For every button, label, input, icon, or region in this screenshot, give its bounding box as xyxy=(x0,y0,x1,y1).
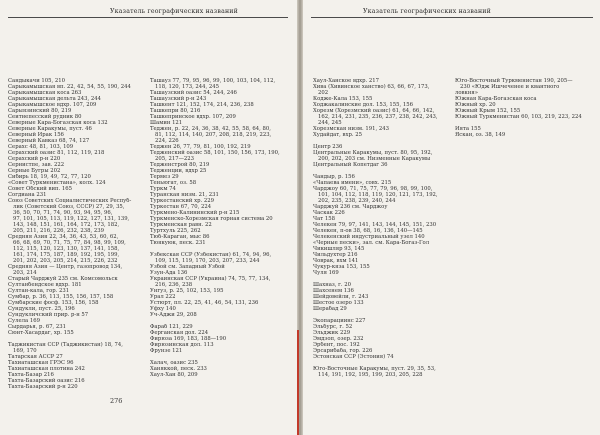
index-entry: лик (Советский Союз, СССР) 27, 29, 35, xyxy=(13,204,125,210)
right-page xyxy=(303,0,600,435)
index-entry: 81, 112, 114, 140, 207, 208, 218, 219, 223, xyxy=(155,132,272,138)
index-entry: 101, 104, 112, 118, 119, 120, 121, 173, 192, xyxy=(318,192,438,198)
index-entry: Узун-Ада 136 xyxy=(150,270,188,276)
index-entry: 244, 245 xyxy=(318,120,342,126)
index-entry: Тахиаташская ГРЭС 96 xyxy=(8,360,74,366)
index-column-4 xyxy=(455,78,595,138)
header-rule xyxy=(311,17,593,18)
index-entry: Тедженский оазис 58, 101, 150, 156, 173, 190, xyxy=(150,150,280,156)
index-entry: Сулела 169 xyxy=(8,318,40,324)
index-entry: Туркменско-Хорезмская горная система 20 xyxy=(150,216,273,222)
index-entry: Эстонская ССР (Эстония) 74 xyxy=(313,354,394,360)
index-entry: Шерабад 29 xyxy=(313,306,347,312)
index-entry: Сарыкамышское вдхр. 107, 209 xyxy=(8,102,97,108)
index-entry: Южный хр. 20 xyxy=(455,102,496,108)
index-entry: Халач, оазис 235 xyxy=(150,360,198,366)
index-entry: Совет Обский вип. 165 xyxy=(8,186,73,192)
index-entry: Ташаузский оазис 54, 244, 246 xyxy=(150,90,237,96)
index-entry: Уч-Аджи 29, 208 xyxy=(150,312,197,318)
index-entry: 202 xyxy=(318,90,329,96)
index-entry: Унгуз, р. 25, 102, 153, 195 xyxy=(150,288,224,294)
index-entry: Татарская АССР 27 xyxy=(8,354,63,360)
index-entry: Узбой см. Западный Узбой xyxy=(150,264,225,270)
index-entry: Султан-кала, гор. 231 xyxy=(8,288,70,294)
index-entry: 203, 214 xyxy=(13,270,37,276)
index-entry: 205, 217—223 xyxy=(155,156,194,162)
index-entry: Сумбарские фосф. 153, 156, 158 xyxy=(8,300,99,306)
index-entry: Сундукли, пуст. 25, 196 xyxy=(8,306,75,312)
index-entry: Фирюза 169, 183, 188—190 xyxy=(150,336,227,342)
index-entry: Сандыкачи 105, 210 xyxy=(8,78,65,84)
index-entry: Эрбент, пос. 192 xyxy=(313,342,360,348)
index-entry: Хорезм (Хорезмский оазис) 61, 64, 66, 142, xyxy=(313,108,435,114)
index-entry: Тахиаташская плотина 242 xyxy=(8,366,85,372)
index-entry: Украинская ССР (Украина) 74, 75, 77, 134, xyxy=(150,276,271,282)
index-entry: Ханяккой, песк. 233 xyxy=(150,366,207,372)
index-entry: Чильдухтер 216 xyxy=(313,252,358,258)
index-entry: Хива (Хивинское ханство) 63, 66, 67, 173, xyxy=(313,84,430,90)
index-entry: Шахназ, г. 20 xyxy=(313,282,352,288)
index-entry: Сарыкамышская коса 263 xyxy=(8,90,82,96)
index-entry: Султанбендское вдхр. 181 xyxy=(8,282,82,288)
index-entry: 162, 214, 231, 235, 236, 237, 238, 242, 243, xyxy=(318,114,438,120)
index-entry: Эльбурс, г. 52 xyxy=(313,324,353,330)
index-entry: Юго-Восточный Туркменистан 190, 205— xyxy=(455,78,573,84)
index-entry: Ферганская дол. 224 xyxy=(150,330,209,336)
index-entry: Юго-Восточные Каракумы, пуст. 29, 35, 53, xyxy=(313,366,436,372)
index-entry: Сюнт-Хасардаг, хр. 155 xyxy=(8,330,74,336)
index-entry: Тюякуюк, песк. 231 xyxy=(150,240,206,246)
index-entry: Фрунзе 121 xyxy=(150,348,183,354)
index-entry: Челекен 79, 97, 141, 143, 144, 145, 151, 230 xyxy=(313,222,437,228)
index-entry: 161, 174, 175, 187, 189, 192, 195, 199, xyxy=(13,252,120,258)
index-entry: Хаул-Ханское вдхр. 217 xyxy=(313,78,380,84)
index-entry: Старый Чарджуй 235 см. Комсомольск xyxy=(8,276,118,282)
index-entry: Согдиана 231 xyxy=(8,192,47,198)
index-entry: Серные Бугры 202 xyxy=(8,168,61,174)
index-entry: Туранская низм. 21, 231 xyxy=(150,192,219,198)
index-entry: Экопарациинс 227 xyxy=(313,318,366,324)
index-entry: Ията 155 xyxy=(455,126,481,132)
index-entry: Шамин 121 xyxy=(150,120,183,126)
index-entry: Сибирь 18, 19, 49, 72, 77, 120 xyxy=(8,174,91,180)
index-entry: Сырдарья, р. 67, 231 xyxy=(8,324,67,330)
index-entry: 205, 211, 216, 226, 232, 238, 239 xyxy=(13,228,104,234)
bookmark-ribbon xyxy=(297,330,299,435)
index-column-2 xyxy=(150,78,293,378)
index-entry: Ходжакалинские дол. 153, 155, 156 xyxy=(313,102,414,108)
index-entry: Чуля 169 xyxy=(313,270,339,276)
index-entry: 143, 148, 151, 161, 164, 172, 173, 182, xyxy=(13,222,120,228)
index-entry: 202, 235, 238, 239, 240, 244 xyxy=(318,198,396,204)
index-entry: «Чапаева имени», совх. 215 xyxy=(313,180,392,186)
index-entry: Чандыр, р. 156 xyxy=(313,174,355,180)
index-entry: Ташаузский р-н 243 xyxy=(150,96,207,102)
index-entry: Таджикистан ССР (Таджикистан) 18, 74, xyxy=(8,342,123,348)
index-entry: Эмдзоп, озер. 232 xyxy=(313,336,364,342)
index-entry: Центр 236 xyxy=(313,144,343,150)
index-entry: Фараб 121, 229 xyxy=(150,324,193,330)
index-entry: Северный Кавказ 68, 74, 127 xyxy=(8,138,90,144)
index-entry: Сумбар, р. 36, 113, 155, 156, 157, 158 xyxy=(8,294,114,300)
index-entry: Устюрт, пл. 22, 25, 41, 46, 54, 131, 236 xyxy=(150,300,259,306)
index-entry: 112, 115, 120, 123, 130, 137, 141, 158, xyxy=(13,246,120,252)
index-entry: Теджен 26, 77, 79, 81, 100, 192, 219 xyxy=(150,144,251,150)
index-entry: Тахта-Базар 216 xyxy=(8,372,54,378)
index-entry: Тедженции, вдхр 25 xyxy=(150,168,207,174)
index-entry: Урал 222 xyxy=(150,294,176,300)
index-entry: Средняя Азия — Центр, газопровод 134, xyxy=(8,264,123,270)
index-entry: Союз Советских Социалистических Респуб- xyxy=(8,198,132,204)
index-entry: Челекенский индустриальный узел 140 xyxy=(313,234,425,240)
index-entry: Сарыкамышская дельта 243, 244 xyxy=(8,96,102,102)
index-entry: Чарджоу 60, 71, 75, 77, 79, 96, 98, 99, 100, xyxy=(313,186,433,192)
index-entry: Северные Кара-Богазская коса 132 xyxy=(8,120,108,126)
index-entry: Северный Ирак 156 xyxy=(8,132,64,138)
index-entry: Туркестан 67, 70, 224 xyxy=(150,204,212,210)
index-entry: Часкак 226 xyxy=(313,210,345,216)
index-entry: ловкня» xyxy=(455,90,478,96)
index-entry: Южная Кара-Богазская коса xyxy=(455,96,537,102)
index-entry: 66, 68, 69, 70, 71, 75, 77, 84, 98, 99, 109, xyxy=(13,240,126,246)
index-entry: 224, 226 xyxy=(155,138,179,144)
index-entry: Уфху 140 xyxy=(150,306,176,312)
index-entry: Центральный Копетдаг 36 xyxy=(313,162,388,168)
index-entry: Тедженстрой 80, 219 xyxy=(150,162,210,168)
index-column-1 xyxy=(8,78,148,390)
index-entry: Хаул-Хан 80, 209 xyxy=(150,372,198,378)
index-entry: Тюб-Караган, мыс 86 xyxy=(150,234,210,240)
index-entry: Центральные Каракумы, пуст. 80, 95, 192, xyxy=(313,150,433,156)
index-entry: Термез 29 xyxy=(150,174,179,180)
index-entry: Туртхуль 225, 262 xyxy=(150,228,201,234)
index-entry: «Совет Туркменистана», колх. 124 xyxy=(8,180,106,186)
index-entry: Северные Каракумы, пуст. 46 xyxy=(8,126,92,132)
index-entry: Сундукличский прир. р-н 57 xyxy=(8,312,89,318)
index-entry: Хорезмская низм. 191, 243 xyxy=(313,126,389,132)
index-entry: Фирюзинская дол. 113 xyxy=(150,342,214,348)
index-entry: Ташкепри 80, 216 xyxy=(150,108,201,114)
index-entry: Южный Крым 152, 155 xyxy=(455,108,521,114)
index-entry: Серахский р-н 220 xyxy=(8,156,61,162)
index-entry: Теньюгат, оз. 58 xyxy=(150,180,197,186)
index-entry: Сарыязинский 80, 219 xyxy=(8,108,72,114)
index-entry: Южный Туркменистан 60, 103, 219, 223, 224 xyxy=(455,114,582,120)
index-entry: Тахта-Базарский р-н 220 xyxy=(8,384,78,390)
index-entry: 200, 202, 203 см. Низменные Каракумы xyxy=(318,156,431,162)
left-running-header: Указатель географических названий xyxy=(110,8,238,15)
index-entry: Кодже-Кала 153, 155 xyxy=(313,96,373,102)
left-page xyxy=(0,0,297,435)
index-entry: Шейдовейли, г. 243 xyxy=(313,294,369,300)
index-entry: Сарыкамышская вп. 22, 42, 54, 55, 190, 244 xyxy=(8,84,131,90)
index-entry: Чат 158 xyxy=(313,216,335,222)
index-entry: Човрак, вхм 141 xyxy=(313,258,359,264)
index-entry: 109, 115, 119, 170, 203, 207, 233, 244 xyxy=(155,258,260,264)
index-entry: Сернистпе, зав. 222 xyxy=(8,162,65,168)
index-entry: Туркестанский хр. 229 xyxy=(150,198,214,204)
index-entry: Туркменская равн. 22 xyxy=(150,222,212,228)
index-entry: Серахский оазис 81, 112, 119, 218 xyxy=(8,150,105,156)
page-number: 276 xyxy=(110,397,123,405)
index-entry: Теджен, р. 22, 24, 36, 38, 42, 55, 58, 64, 80, xyxy=(150,126,271,132)
index-entry: 216, 236, 238 xyxy=(155,282,193,288)
index-entry: Ташкент 121, 152, 174, 214, 236, 238 xyxy=(150,102,254,108)
index-entry: 201, 202, 203, 205, 214, 215, 226, 232 xyxy=(13,258,118,264)
index-entry: 118, 120, 173, 244, 245 xyxy=(155,84,220,90)
index-entry: Сеитнепесский рудник 80 xyxy=(8,114,82,120)
index-entry: 114, 191, 192, 195, 199, 203, 205, 228 xyxy=(318,372,423,378)
index-entry: 169, 170 xyxy=(13,348,37,354)
index-entry: Ташкепринское вдхр. 107, 209 xyxy=(150,114,236,120)
index-entry: 36, 50, 70, 71, 74, 90, 93, 94, 95, 96, xyxy=(13,210,113,216)
index-column-3 xyxy=(313,78,453,378)
index-entry: 97, 101, 105, 113, 119, 122, 127, 131, 139, xyxy=(13,216,130,222)
index-entry: Яскан, оз. 38, 149 xyxy=(455,132,506,138)
index-entry: Шахсенем 136 xyxy=(313,288,354,294)
index-entry: Средняя Азия 22, 34, 36, 43, 53, 60, 62, xyxy=(8,234,119,240)
index-entry: Чукур-кяза 153, 155 xyxy=(313,264,370,270)
index-entry: Ташауз 77, 79, 95, 96, 99, 100, 103, 104, 112, xyxy=(150,78,276,84)
index-entry: Эльджик 229 xyxy=(313,330,351,336)
index-entry: Туркмено-Калининский р-н 215 xyxy=(150,210,240,216)
index-entry: Худайдат, вхр. 25 xyxy=(313,132,363,138)
header-rule xyxy=(8,17,288,18)
index-entry: Узбекская ССР (Узбекистан) 61, 74, 94, 96, xyxy=(150,252,272,258)
right-running-header: Указатель географических названий xyxy=(363,8,491,15)
index-entry: Чикишляр 93, 145 xyxy=(313,246,365,252)
index-entry: Серахс 48, 81, 103, 109 xyxy=(8,144,74,150)
index-entry: 230 «Юдж Ишчеченее и квантного xyxy=(460,84,560,90)
index-entry: «Черные пески», зал. см. Кара-Богаз-Гол xyxy=(313,240,430,246)
index-entry: Эрсарибаба, гор. 226 xyxy=(313,348,373,354)
index-entry: Туркм 74 xyxy=(150,186,176,192)
index-entry: Тахта-Базарский оазис 216 xyxy=(8,378,85,384)
index-entry: Шестое озеро 133 xyxy=(313,300,364,306)
index-entry: Челекен, п-ов 38, 68, 16, 136, 140—145 xyxy=(313,228,423,234)
index-entry: Чарджуй 236 см. Чарджоу xyxy=(313,204,388,210)
